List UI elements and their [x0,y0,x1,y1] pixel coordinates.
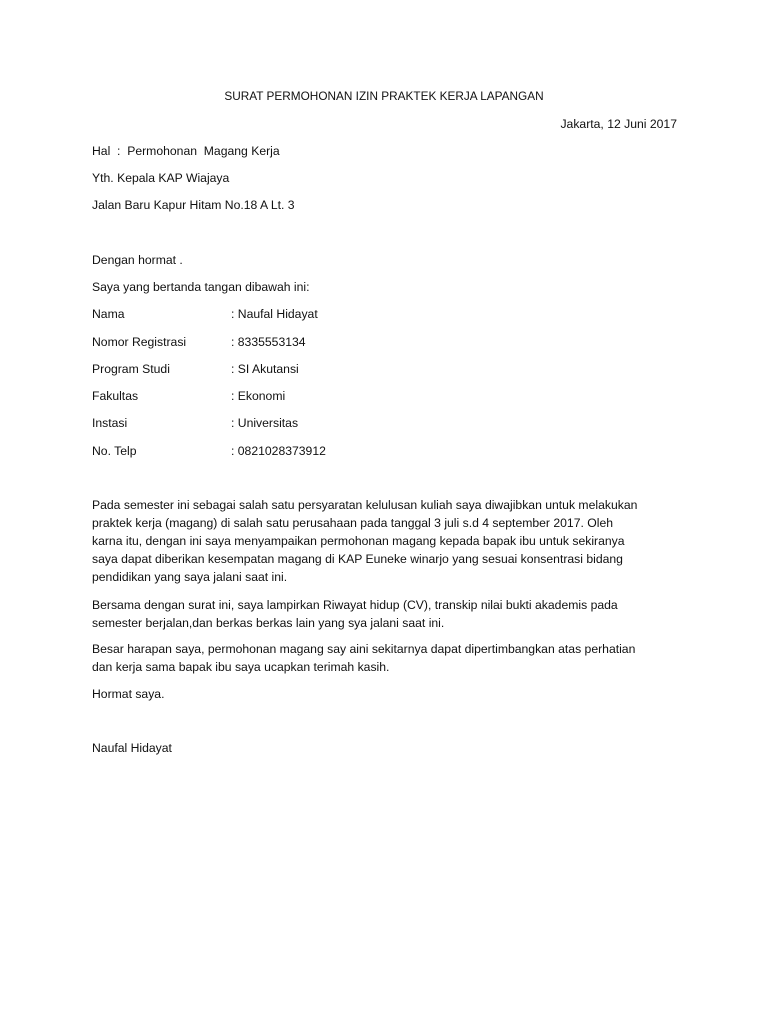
place-date: Jakarta, 12 Juni 2017 [560,117,677,131]
letter-title: SURAT PERMOHONAN IZIN PRAKTEK KERJA LAPANGAN [224,89,544,103]
field-label-nomor-registrasi: Nomor Registrasi [92,335,187,349]
field-label-instasi: Instasi [92,416,128,430]
recipient-line: Yth. Kepala KAP Wiajaya [92,171,230,185]
field-value-fakultas: : Ekonomi [231,389,286,403]
subject-line: Hal : Permohonan Magang Kerja [92,144,280,158]
paragraph-line: praktek kerja (magang) di salah satu perusahaan pada tanggal 3 juli s.d 4 september 2017. Oleh [92,516,614,530]
field-value-nama: : Naufal Hidayat [231,307,318,321]
paragraph-line: semester berjalan,dan berkas berkas lain yang sya jalani saat ini. [92,616,445,630]
intro-line: Saya yang bertanda tangan dibawah ini: [92,280,310,294]
paragraph-2 [92,596,692,632]
field-value-instasi: : Universitas [231,416,299,430]
paragraph-1 [92,496,692,586]
paragraph-3 [92,640,692,676]
address-line: Jalan Baru Kapur Hitam No.18 A Lt. 3 [92,198,295,212]
field-label-fakultas: Fakultas [92,389,139,403]
paragraph-line: pendidikan yang saya jalani saat ini. [92,570,288,584]
greeting: Dengan hormat . [92,253,183,267]
paragraph-line: dan kerja sama bapak ibu saya ucapkan terimah kasih. [92,660,390,674]
field-label-program-studi: Program Studi [92,362,170,376]
paragraph-line: Bersama dengan surat ini, saya lampirkan Riwayat hidup (CV), transkip nilai bukti akademis pada [92,598,618,612]
field-value-program-studi: : SI Akutansi [231,362,299,376]
signature-name: Naufal Hidayat [92,741,172,755]
field-label-nama: Nama [92,307,125,321]
closing: Hormat saya. [92,687,165,701]
field-value-nomor-registrasi: : 8335553134 [231,335,306,349]
field-label-no-telp: No. Telp [92,444,137,458]
paragraph-line: Besar harapan saya, permohonan magang say aini sekitarnya dapat dipertimbangkan atas perhatian [92,642,636,656]
paragraph-line: karna itu, dengan ini saya menyampaikan permohonan magang kepada bapak ibu untuk sekiranya [92,534,625,548]
paragraph-line: Pada semester ini sebagai salah satu persyaratan kelulusan kuliah saya diwajibkan untuk melakukan [92,498,638,512]
field-value-no-telp: : 0821028373912 [231,444,326,458]
paragraph-line: saya dapat diberikan kesempatan magang di KAP Euneke winarjo yang sesuai konsentrasi bidang [92,552,623,566]
